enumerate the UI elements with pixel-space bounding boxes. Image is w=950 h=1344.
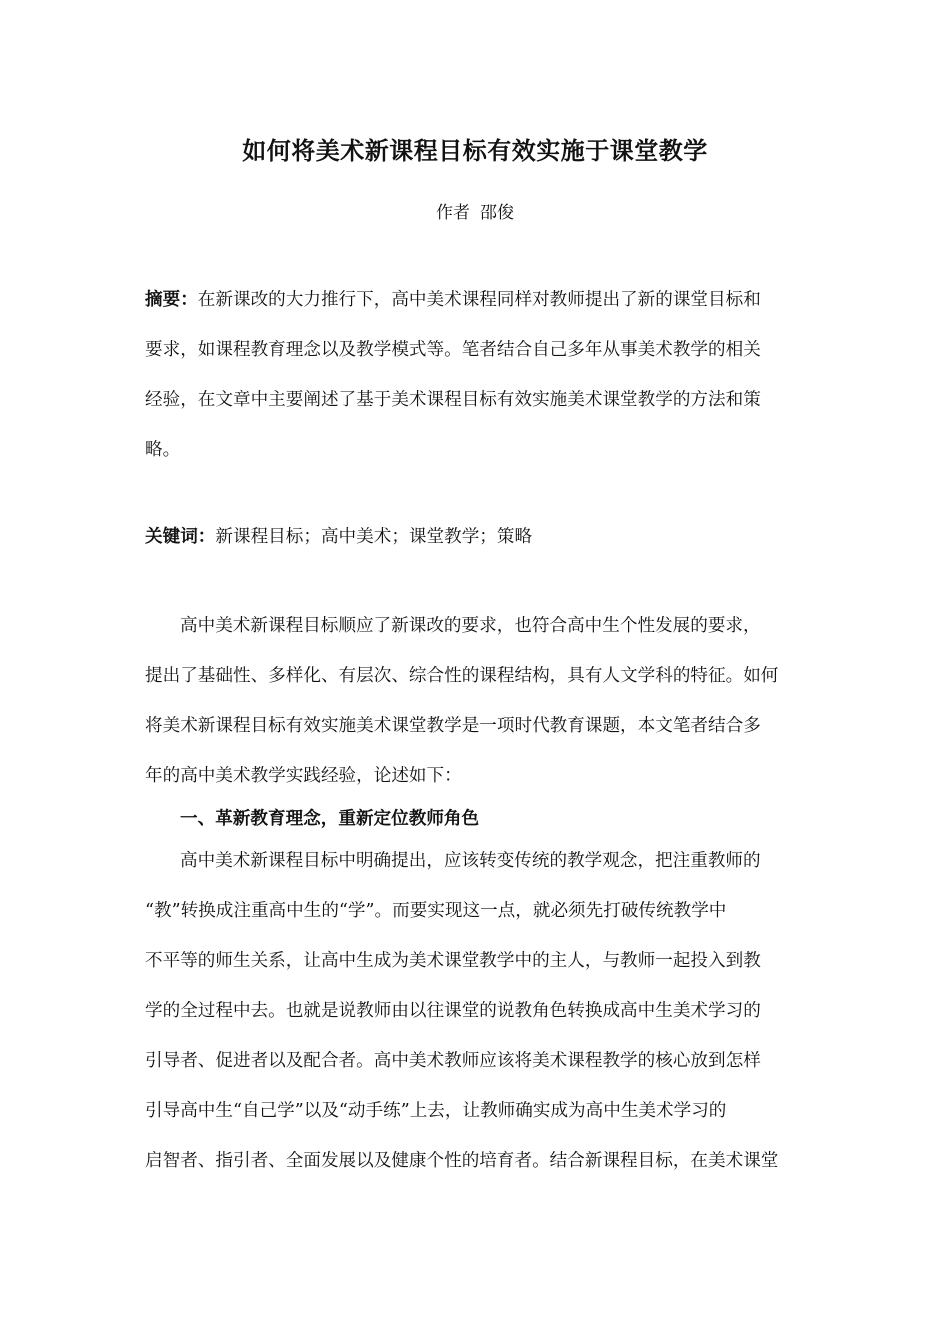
paragraph-line: 启智者、指引者、全面发展以及健康个性的培育者。结合新课程目标，在美术课堂 <box>145 1151 779 1171</box>
abstract-line: 略。 <box>145 440 181 460</box>
document-title: 如何将美术新课程目标有效实施于课堂教学 <box>242 136 708 165</box>
paragraph-line: 提出了基础性、多样化、有层次、综合性的课程结构，具有人文学科的特征。如何 <box>145 666 779 686</box>
author-name: 邵俊 <box>480 203 514 223</box>
abstract-text: 在新课改的大力推行下，高中美术课程同样对教师提出了新的课堂目标和 <box>197 290 761 310</box>
paragraph-line: 引导者、促进者以及配合者。高中美术教师应该将美术课程教学的核心放到怎样 <box>145 1051 761 1071</box>
abstract-label: 摘要： <box>145 289 198 310</box>
keywords-section <box>145 512 810 562</box>
keywords-text: 新课程目标；高中美术；课堂教学；策略 <box>215 527 533 547</box>
paragraph-line: 引导高中生“自己学”以及“动手练”上去，让教师确实成为高中生美术学习的 <box>145 1101 727 1121</box>
paragraph-line: 不平等的师生关系，让高中生成为美术课堂教学中的主人，与教师一起投入到教 <box>145 951 761 971</box>
paragraph-line: 学的全过程中去。也就是说教师由以往课堂的说教角色转换成高中生美术学习的 <box>145 1001 761 1021</box>
paragraph-line: 高中美术新课程目标顺应了新课改的要求，也符合高中生个性发展的要求， <box>180 616 761 636</box>
section-1-body <box>145 836 810 1186</box>
abstract-line: 要求，如课程教育理念以及教学模式等。笔者结合自己多年从事美术教学的相关 <box>145 340 761 360</box>
paragraph-line: 年的高中美术教学实践经验，论述如下： <box>145 766 462 786</box>
author-line <box>0 200 950 226</box>
paragraph-line: 高中美术新课程目标中明确提出，应该转变传统的教学观念，把注重教师的 <box>180 851 761 871</box>
author-label: 作者 <box>436 203 470 223</box>
abstract-section <box>145 275 810 475</box>
paragraph-line: “教”转换成注重高中生的“学”。而要实现这一点，就必须先打破传统教学中 <box>145 901 727 921</box>
abstract-line <box>145 275 810 325</box>
keywords-line <box>145 512 810 562</box>
section-heading: 一、革新教育理念，重新定位教师角色 <box>180 808 480 829</box>
paragraph-line: 将美术新课程目标有效实施美术课堂教学是一项时代教育课题，本文笔者结合多 <box>145 716 761 736</box>
keywords-label: 关键词： <box>145 526 216 547</box>
intro-paragraph <box>145 601 810 801</box>
abstract-line: 经验，在文章中主要阐述了基于美术课程目标有效实施美术课堂教学的方法和策 <box>145 390 761 410</box>
